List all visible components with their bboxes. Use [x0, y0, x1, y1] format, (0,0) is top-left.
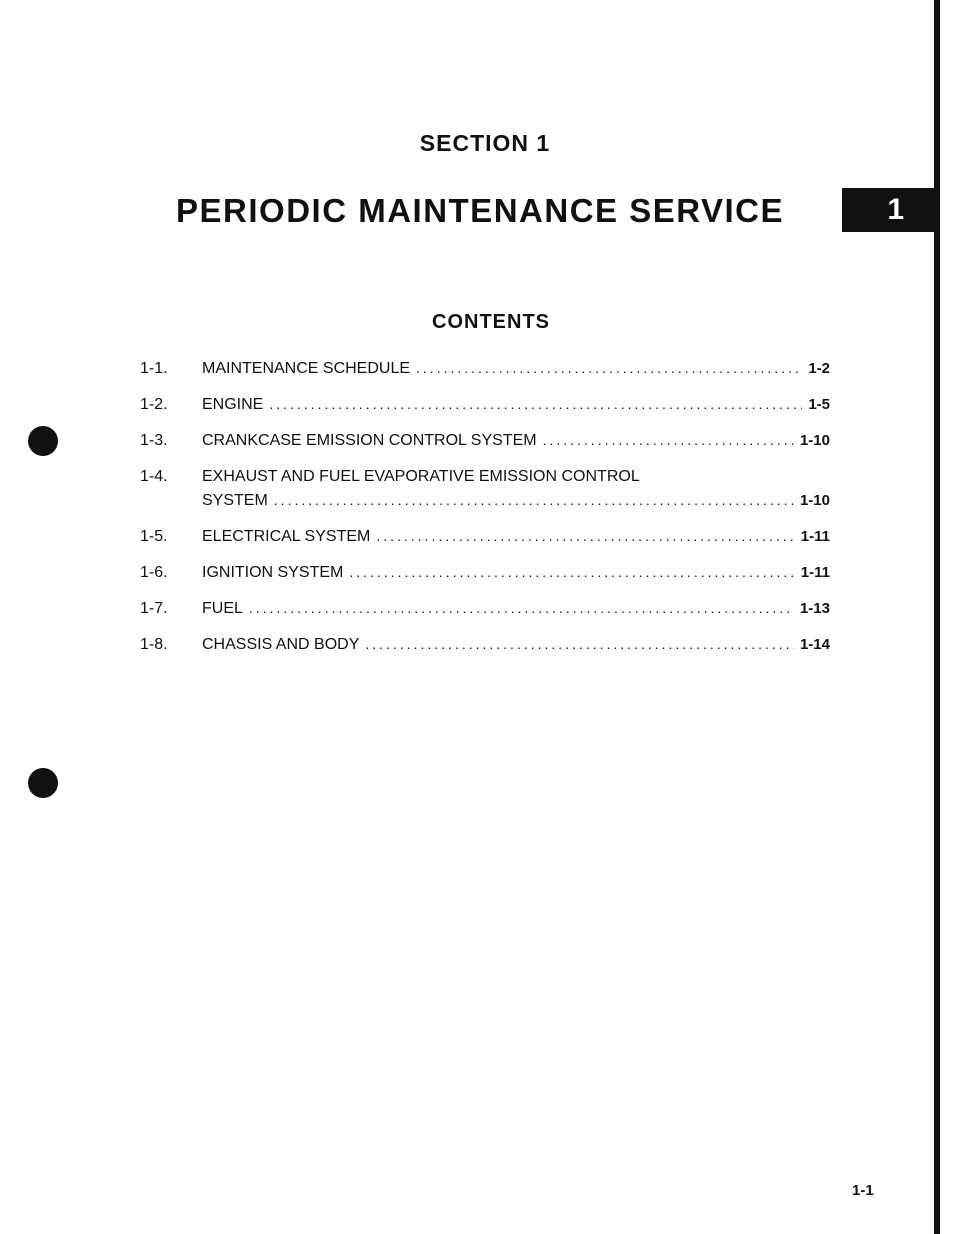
- toc-item-number: 1-8.: [140, 636, 168, 653]
- page-number: 1-1: [852, 1182, 874, 1199]
- toc-item[interactable]: [140, 468, 830, 528]
- toc-item-title: ELECTRICAL SYSTEM: [202, 528, 371, 545]
- toc-item-number: 1-2.: [140, 396, 168, 413]
- toc-item[interactable]: [140, 432, 830, 468]
- dot-leader: [249, 600, 794, 616]
- toc-item[interactable]: [140, 396, 830, 432]
- page-title: PERIODIC MAINTENANCE SERVICE: [176, 192, 784, 229]
- toc-item-page: 1-14: [799, 636, 830, 653]
- toc-item-page: 1-2: [808, 360, 830, 377]
- dot-leader: [376, 528, 794, 544]
- dot-leader: [274, 492, 794, 508]
- section-label: SECTION 1: [419, 130, 551, 156]
- toc-item-title: ENGINE: [202, 396, 264, 413]
- toc-item-title: IGNITION SYSTEM: [202, 564, 344, 581]
- table-of-contents: [140, 360, 830, 672]
- dot-leader: [349, 564, 794, 580]
- toc-item-number: 1-3.: [140, 432, 168, 449]
- toc-item[interactable]: [140, 564, 830, 600]
- toc-item-page: 1-10: [799, 432, 830, 449]
- toc-item-title: CRANKCASE EMISSION CONTROL SYSTEM: [202, 432, 537, 449]
- toc-item-number: 1-4.: [140, 468, 168, 485]
- toc-item-number: 1-5.: [140, 528, 168, 545]
- toc-item[interactable]: [140, 360, 830, 396]
- toc-item-number: 1-7.: [140, 600, 168, 617]
- toc-item-title: MAINTENANCE SCHEDULE: [202, 360, 411, 377]
- contents-heading: CONTENTS: [432, 311, 550, 333]
- toc-item-page: 1-13: [799, 600, 830, 617]
- toc-item-number: 1-6.: [140, 564, 168, 581]
- toc-item[interactable]: [140, 528, 830, 564]
- toc-item[interactable]: [140, 600, 830, 636]
- toc-item-page: 1-5: [808, 396, 830, 413]
- toc-item-title: FUEL: [202, 600, 243, 617]
- page-edge-rule: [934, 0, 940, 1234]
- binder-hole: [28, 768, 58, 798]
- dot-leader: [543, 432, 794, 448]
- toc-item-number: 1-1.: [140, 360, 168, 377]
- toc-item-title-continued: SYSTEM: [202, 492, 268, 509]
- toc-item-page: 1-10: [799, 492, 830, 509]
- toc-item-page: 1-11: [800, 564, 830, 581]
- dot-leader: [416, 360, 802, 376]
- toc-item-title: EXHAUST AND FUEL EVAPORATIVE EMISSION CONTROL: [202, 468, 640, 485]
- dot-leader: [365, 636, 794, 652]
- toc-item[interactable]: [140, 636, 830, 672]
- binder-hole: [28, 426, 58, 456]
- section-tab-number: 1: [887, 193, 904, 226]
- toc-item-page: 1-11: [800, 528, 830, 545]
- toc-item-title: CHASSIS AND BODY: [202, 636, 360, 653]
- dot-leader: [269, 396, 802, 412]
